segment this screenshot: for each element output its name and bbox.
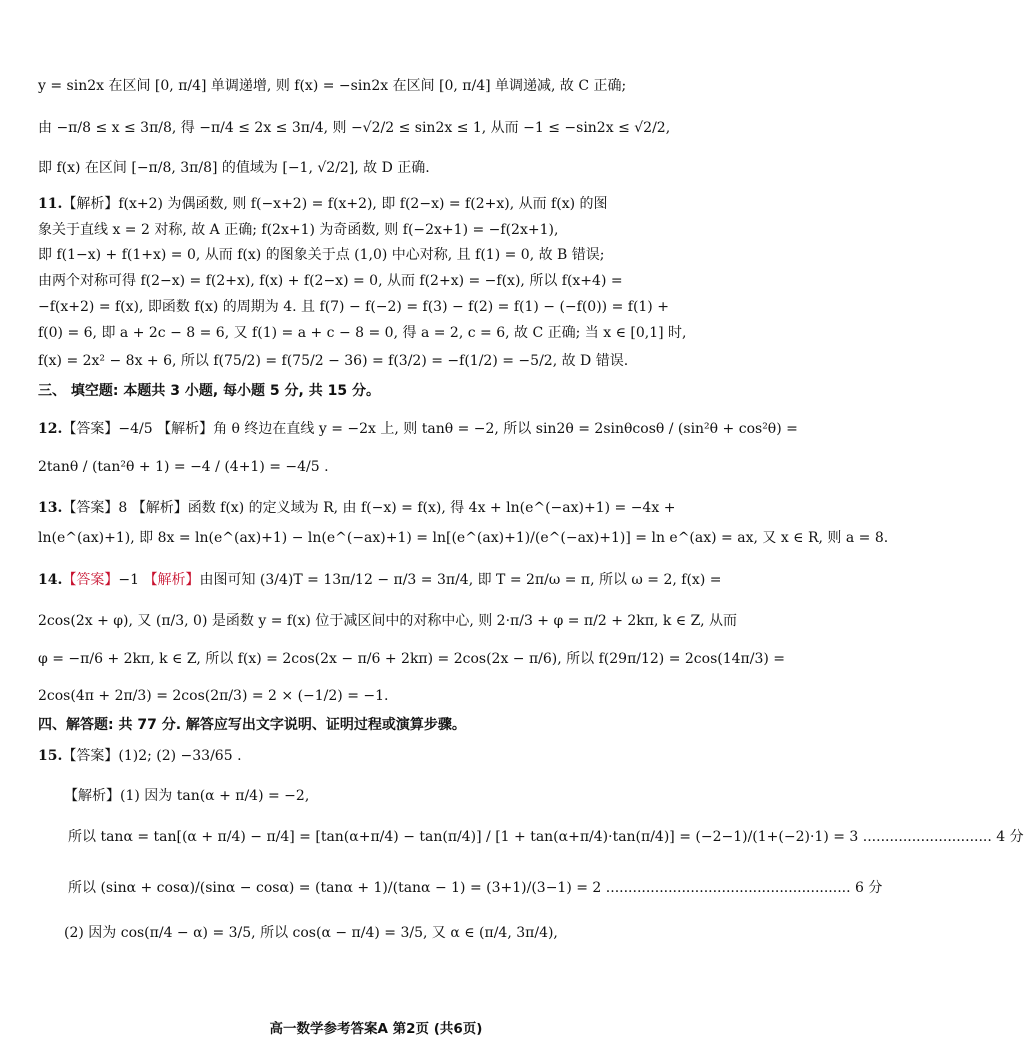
solution-11-line-2: 象关于直线 x = 2 对称, 故 A 正确; f(2x+1) 为奇函数, 则 f(−2x+1) = −f(2x+1), xyxy=(38,222,559,238)
line-text: −4/5 【解析】角 θ 终边在直线 y = −2x 上, 则 tanθ = −2, 所以 sin2θ = 2sinθcosθ / (sin²θ + cos²θ) = xyxy=(118,421,798,437)
solution-15-line-4: (2) 因为 cos(π/4 − α) = 3/5, 所以 cos(α − π/4) = 3/5, 又 α ∈ (π/4, 3π/4), xyxy=(64,925,558,941)
section-answer-heading: 四、解答题: 共 77 分. 解答应写出文字说明、证明过程或演算步骤。 xyxy=(38,717,466,733)
section-fill-in-heading: 三、 填空题: 本题共 3 小题, 每小题 5 分, 共 15 分。 xyxy=(38,383,380,399)
solution-10-line-3: 即 f(x) 在区间 [−π/8, 3π/8] 的值域为 [−1, √2/2], 故 D 正确. xyxy=(38,160,430,176)
solution-11-line-6: f(0) = 6, 即 a + 2c − 8 = 6, 又 f(1) = a + c − 8 = 0, 得 a = 2, c = 6, 故 C 正确; 当 x ∈ [0,1] 时, xyxy=(38,325,687,341)
solution-11-line-7: f(x) = 2x² − 8x + 6, 所以 f(75/2) = f(75/2 − 36) = f(3/2) = −f(1/2) = −5/2, 故 D 错误. xyxy=(38,353,629,369)
analysis-label: 【解析】 xyxy=(62,196,119,212)
line-text: 由图可知 (3/4)T = 13π/12 − π/3 = 3π/4, 即 T = 2π/ω = π, 所以 ω = 2, f(x) = xyxy=(199,572,722,588)
answer-label: 【答案】 xyxy=(62,500,119,516)
solution-11-line-3: 即 f(1−x) + f(1+x) = 0, 从而 f(x) 的图象关于点 (1,0) 中心对称, 且 f(1) = 0, 故 B 错误; xyxy=(38,247,605,263)
solution-10-line-1: y = sin2x 在区间 [0, π/4] 单调递增, 则 f(x) = −sin2x 在区间 [0, π/4] 单调递减, 故 C 正确; xyxy=(38,78,627,94)
solution-11-line-1 xyxy=(38,193,714,215)
line-text: f(x+2) 为偶函数, 则 f(−x+2) = f(x+2), 即 f(2−x) = f(2+x), 从而 f(x) 的图 xyxy=(118,196,608,212)
answer-label: 【答案】 xyxy=(62,572,119,588)
solution-15-answer xyxy=(38,745,714,767)
question-number: 14. xyxy=(38,572,63,588)
solution-12-line-2: 2tanθ / (tan²θ + 1) = −4 / (4+1) = −4/5 . xyxy=(38,459,329,475)
solution-14-line-4: 2cos(4π + 2π/3) = 2cos(2π/3) = 2 × (−1/2) = −1. xyxy=(38,688,389,704)
answer-label: 【答案】 xyxy=(62,421,119,437)
solution-12-line-1 xyxy=(38,418,798,440)
solution-15-line-2: 所以 tanα = tan[(α + π/4) − π/4] = [tan(α+π/4) − tan(π/4)] / [1 + tan(α+π/4)·tan(π/4)] = (−2−1)/(1+(−2)·1) = 3 ............................. 4 分 xyxy=(68,829,1024,845)
solution-11-line-5: −f(x+2) = f(x), 即函数 f(x) 的周期为 4. 且 f(7) − f(−2) = f(3) − f(2) = f(1) − (−f(0)) = f(1) + xyxy=(38,299,669,315)
question-number: 15. xyxy=(38,748,63,764)
question-number: 12. xyxy=(38,421,63,437)
solution-14-line-1 xyxy=(38,569,722,591)
line-text: 8 【解析】函数 f(x) 的定义域为 R, 由 f(−x) = f(x), 得 4x + ln(e^(−ax)+1) = −4x + xyxy=(118,500,676,516)
solution-15-line-1: 【解析】(1) 因为 tan(α + π/4) = −2, xyxy=(64,788,310,804)
solution-13-line-2: ln(e^(ax)+1), 即 8x = ln(e^(ax)+1) − ln(e^(−ax)+1) = ln[(e^(ax)+1)/(e^(−ax)+1)] = ln e^(ax) = ax, 又 x ∈ R, 则 a = 8. xyxy=(38,530,889,546)
question-number: 11. xyxy=(38,196,63,212)
question-number: 13. xyxy=(38,500,63,516)
solution-11-line-4: 由两个对称可得 f(2−x) = f(2+x), f(x) + f(2−x) = 0, 从而 f(2+x) = −f(x), 所以 f(x+4) = xyxy=(38,273,623,289)
solution-14-line-2: 2cos(2x + φ), 又 (π/3, 0) 是函数 y = f(x) 位于减区间中的对称中心, 则 2·π/3 + φ = π/2 + 2kπ, k ∈ Z, 从而 xyxy=(38,613,737,629)
solution-14-line-3: φ = −π/6 + 2kπ, k ∈ Z, 所以 f(x) = 2cos(2x − π/6 + 2kπ) = 2cos(2x − π/6), 所以 f(29π/12) = 2cos(14π/3) = xyxy=(38,651,786,667)
analysis-label: 【解析】 xyxy=(143,572,200,588)
solution-13-line-1 xyxy=(38,497,714,519)
answer-label: 【答案】 xyxy=(62,748,119,764)
line-text: (1)2; (2) −33/65 . xyxy=(118,748,242,764)
solution-15-line-3: 所以 (sinα + cosα)/(sinα − cosα) = (tanα + 1)/(tanα − 1) = (3+1)/(3−1) = 2 ....................................................... 6 分 xyxy=(68,880,883,896)
page-footer: 高一数学参考答案A 第2页 (共6页) xyxy=(269,1021,483,1037)
answer-value: −1 xyxy=(118,572,144,588)
solution-10-line-2: 由 −π/8 ≤ x ≤ 3π/8, 得 −π/4 ≤ 2x ≤ 3π/4, 则 −√2/2 ≤ sin2x ≤ 1, 从而 −1 ≤ −sin2x ≤ √2/2, xyxy=(38,120,671,136)
